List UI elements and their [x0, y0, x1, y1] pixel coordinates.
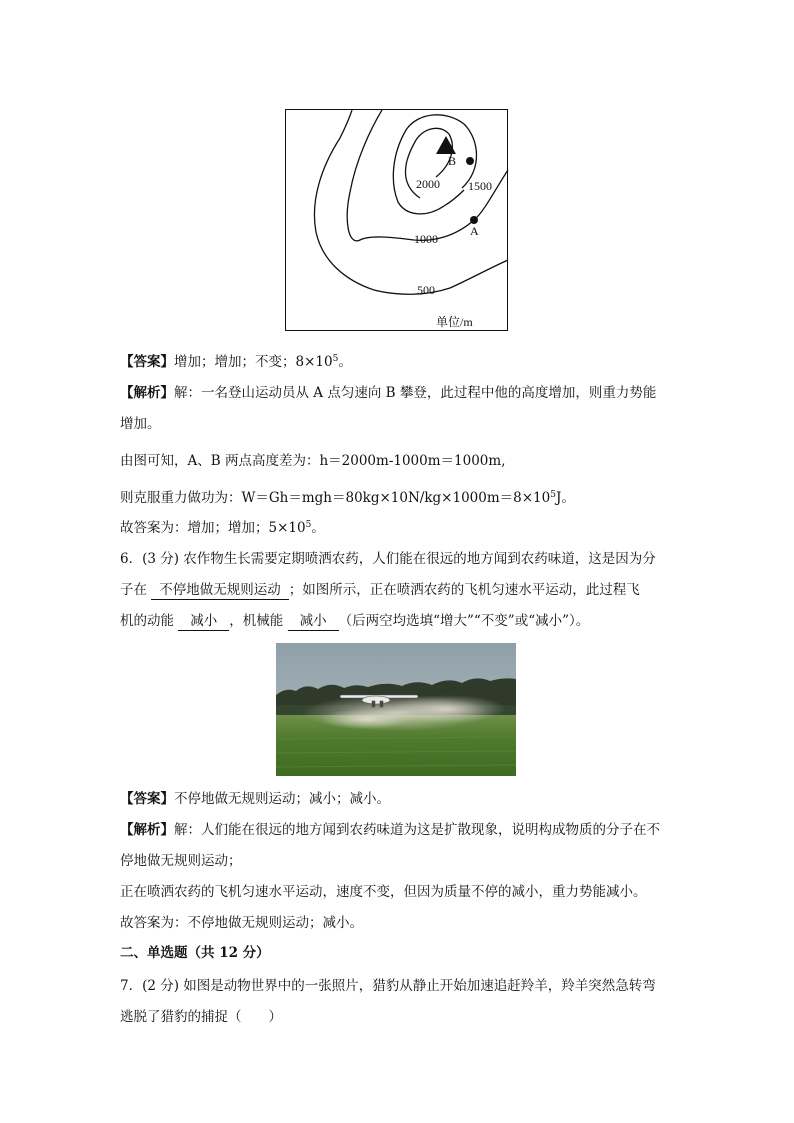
answer-end: 。: [338, 354, 352, 370]
q6-stem-line-2: [120, 580, 680, 600]
q6-analysis-line-2: 停地做无规则运动；: [120, 853, 242, 869]
stem-text: ；如图所示，正在喷洒农药的飞机匀速水平运动，此过程飞: [288, 582, 640, 598]
analysis-tag: 【解析】: [120, 822, 174, 838]
section-title: 二、单选题（共 12 分）: [120, 945, 270, 961]
q6-stem-line-1: 6．(3 分) 农作物生长需要定期喷洒农药，人们能在很远的地方闻到农药味道，这是因为分: [120, 551, 656, 567]
analysis-text: 解：一名登山运动员从 A 点匀速向 B 攀登，此过程中他的高度增加，则重力势能: [174, 385, 657, 401]
summit-triangle-icon: [436, 136, 456, 154]
answer-tag: 【答案】: [120, 354, 174, 370]
contour-500-line: [314, 110, 508, 294]
answer-blank-1: 不停地做无规则运动: [151, 582, 289, 600]
point-b-label: B: [448, 154, 457, 168]
answer-blank-2: 减小: [178, 613, 229, 631]
work-unit: J。: [555, 490, 575, 506]
contour-lines-graphic: [286, 110, 509, 332]
final-text: 故答案为：增加；增加；5×10: [120, 520, 306, 536]
point-a-marker: [470, 216, 478, 224]
stem-text: ，机械能: [229, 613, 284, 629]
contour-500-label: 500: [417, 283, 435, 297]
q6-analysis-line-1: [120, 820, 680, 840]
answer-blank-3: 减小: [288, 613, 339, 631]
work-formula: 则克服重力做功为：W＝Gh＝mgh＝80kg×10N/kg×1000m＝8×10: [120, 490, 551, 506]
q5-analysis-line-2: 增加。: [120, 416, 161, 432]
stem-text: 机的动能: [120, 613, 174, 629]
analysis-tag: 【解析】: [120, 385, 174, 401]
q7-stem-line-2: 逃脱了猎豹的捕捉（ ）: [120, 1009, 282, 1025]
point-a-label: A: [470, 224, 479, 238]
contour-2000-label: 2000: [416, 177, 440, 191]
stem-text: （后两空均选填“增大”“不变”或“减小”）。: [338, 613, 590, 629]
q6-stem-line-3: [120, 611, 680, 631]
crop-duster-image: [276, 643, 516, 776]
answer-tag: 【答案】: [120, 791, 174, 807]
q5-analysis-line-1: [120, 383, 680, 403]
crop-duster-photo: [276, 643, 516, 776]
exponent: 5: [550, 490, 556, 500]
map-unit-label: 单位/m: [436, 315, 473, 329]
q6-answer: [120, 789, 680, 809]
answer-text: 增加；增加；不变；8×10: [174, 354, 333, 370]
contour-map-figure: [285, 109, 508, 331]
contour-1500-label: 1500: [468, 179, 492, 193]
stem-text: 子在: [120, 582, 147, 598]
point-b-marker: [466, 157, 474, 165]
q7-stem-line-1: 7．(2 分) 如图是动物世界中的一张照片，猎豹从静止开始加速追赶羚羊，羚羊突然急转弯: [120, 978, 656, 994]
q5-analysis-line-3: 由图可知，A、B 两点高度差为：h＝2000m-1000m＝1000m,: [120, 453, 506, 469]
contour-1000-label: 1000: [414, 232, 438, 246]
q5-final-answer: [120, 518, 680, 538]
answer-text: 不停地做无规则运动；减小；减小。: [174, 791, 390, 807]
q5-analysis-line-4: [120, 488, 680, 508]
q5-answer: [120, 352, 680, 372]
q6-analysis-line-3: 正在喷洒农药的飞机匀速水平运动，速度不变，但因为质量不停的减小，重力势能减小。: [120, 884, 647, 900]
q6-final-answer: 故答案为：不停地做无规则运动；减小。: [120, 915, 363, 931]
analysis-text: 解：人们能在很远的地方闻到农药味道为这是扩散现象，说明构成物质的分子在不: [174, 822, 660, 838]
exponent: 5: [305, 520, 312, 530]
final-end: 。: [311, 520, 325, 536]
exponent: 5: [332, 354, 339, 364]
